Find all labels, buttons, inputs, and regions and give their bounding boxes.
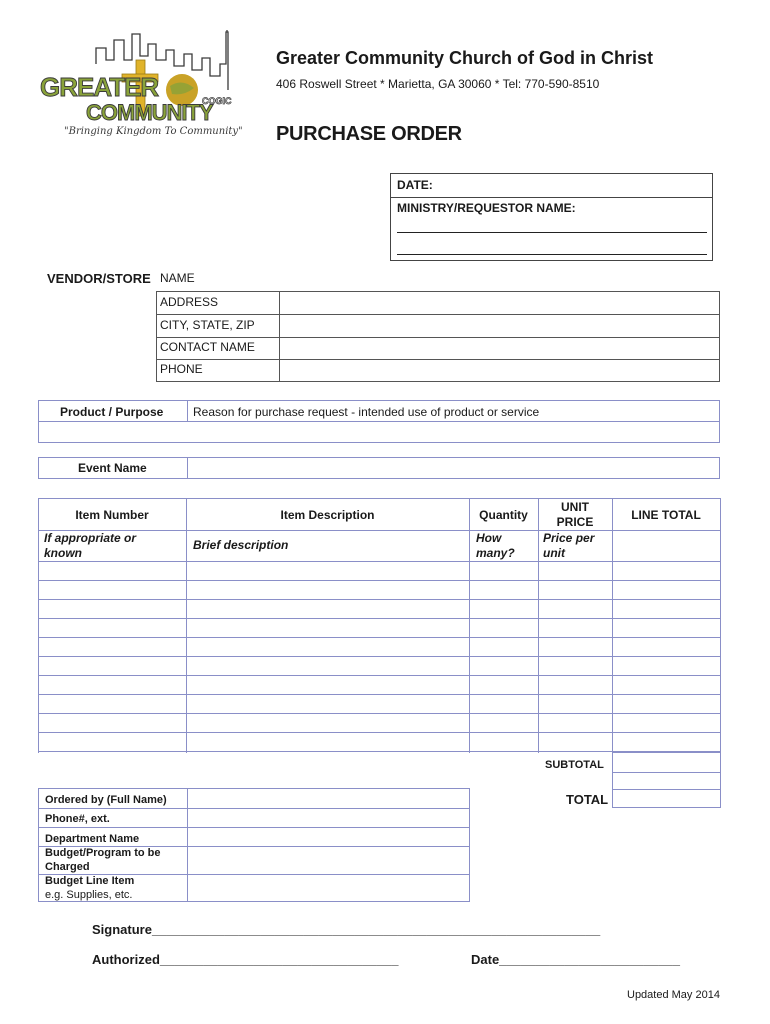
vendor-phone-label: PHONE [160,362,203,376]
hint-unit-price: Price per unit [543,531,595,560]
ordered-by-label: Ordered by (Full Name) [45,794,167,806]
vendor-city-field[interactable] [279,315,719,336]
subtotal-label: SUBTOTAL [545,759,604,771]
logo-word-bottom: COMMUNITY [86,100,213,125]
church-logo [36,30,244,146]
vendor-contact-label: CONTACT NAME [160,340,255,354]
church-name: Greater Community Church of God in Christ [276,48,654,68]
phone-field[interactable] [189,809,469,827]
vendor-name-label: NAME [160,271,195,285]
totals-box [612,752,721,808]
page-title: PURCHASE ORDER [276,123,462,145]
hint-description: Brief description [193,538,289,552]
col-item-description: Item Description [280,508,375,522]
requestor-label: MINISTRY/REQUESTOR NAME: [397,201,576,215]
logo-word-top: GREATER [40,72,159,102]
items-table [38,498,721,753]
budget-line-example: e.g. Supplies, etc. [45,889,133,901]
signature-date-line[interactable]: Date_________________________ [471,952,680,967]
hint-quantity: How many? [476,531,515,560]
signature-line[interactable]: Signature______________________________________________________________ [92,922,601,937]
vendor-contact-field[interactable] [279,337,719,358]
col-quantity: Quantity [479,508,528,522]
ordered-by-field[interactable] [189,789,469,807]
updated-note: Updated May 2014 [627,989,720,1001]
subtotal-field[interactable] [613,753,720,772]
col-line-total: LINE TOTAL [631,508,701,522]
phone-ext-label: Phone#, ext. [45,813,110,825]
logo-tagline: "Bringing Kingdom To Community" [64,126,243,137]
event-name-label: Event Name [78,461,147,475]
col-unit-price: UNIT PRICE [556,500,594,529]
vendor-address-field[interactable] [279,292,719,313]
product-purpose-hint: Reason for purchase request - intended use of product or service [193,405,540,419]
product-purpose-label: Product / Purpose [60,405,164,419]
col-item-number: Item Number [75,508,149,522]
authorized-line[interactable]: Authorized_________________________________ [92,952,399,967]
budget-line-label: Budget Line Item [45,875,135,887]
product-purpose-field[interactable] [39,422,719,442]
budget-program-label: Budget/Program to be Charged [45,847,161,873]
date-requestor-box [390,173,713,261]
vendor-city-label: CITY, STATE, ZIP [160,318,255,332]
requestor-line-1[interactable] [397,232,707,233]
total-label: TOTAL [566,792,609,807]
budget-line-field[interactable] [189,875,469,901]
logo-badge: COGIC [202,96,232,106]
church-address: 406 Roswell Street * Marietta, GA 30060 * Tel: 770-590-8510 [276,77,600,91]
vendor-phone-field[interactable] [279,359,719,380]
department-field[interactable] [189,828,469,846]
vendor-address-label: ADDRESS [160,295,219,309]
requestor-line-2[interactable] [397,254,707,255]
total-field[interactable] [613,790,720,807]
date-label: DATE: [397,178,433,192]
event-name-field[interactable] [189,458,719,478]
vendor-heading: VENDOR/STORE [47,271,151,286]
budget-program-field[interactable] [189,847,469,874]
hint-item-number: If appropriate or known [44,531,137,560]
department-label: Department Name [45,833,140,845]
